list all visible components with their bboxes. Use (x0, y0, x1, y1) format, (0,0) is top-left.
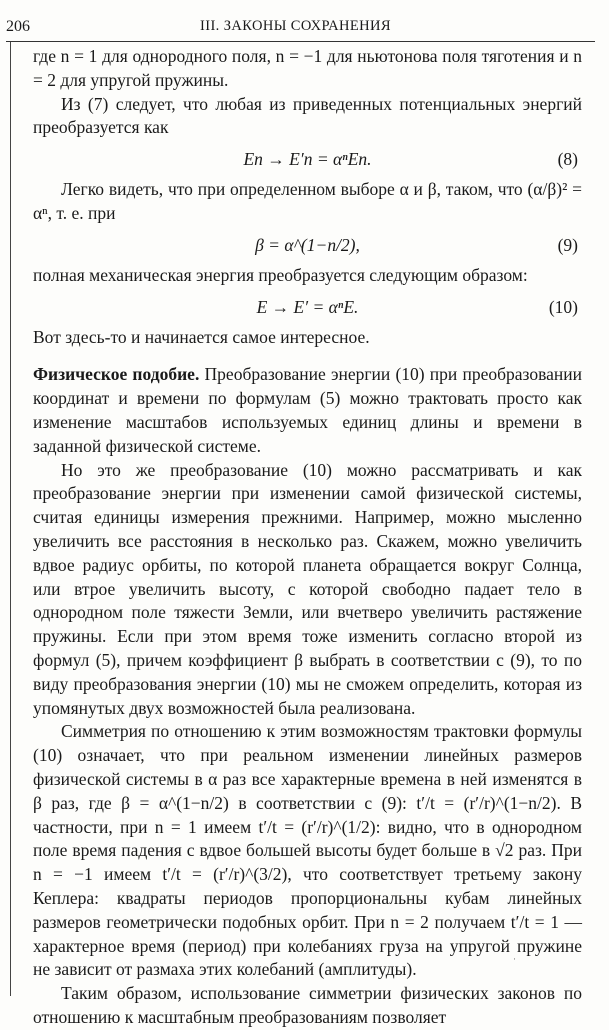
paragraph-8: Симметрия по отношению к этим возможностям трактовки формулы (10) означает, что при реальном изменении линейных размеров физической системы в α раз все характерные времена в ней изменятся в β раз, где β = α^(1−n/2) в соответствии с (9): t′/t = (r′/r)^(1−n/2). В частности, при n = 1 имеем t′/t = (r′/r)^(1/2): видно, что в однородном поле время падения с вдвое большей высоты будет больше в √2 раз. При n = −1 имеем t′/t = (r′/r)^(3/2), что соответствует третьему закону Кеплера: квадраты периодов пропорциональны кубам линейных размеров геометрически подобных орбит. При n = 2 получаем t′/t = 1 — характерное время (период) при колебаниях груза на упругой пружине не зависит от размаха этих колебаний (амплитуды). (33, 721, 582, 980)
paragraph-9: Таким образом, использование симметрии физических законов по отношению к масштабным преобразованиям позволяет (33, 983, 582, 1027)
equation-9-number: (9) (557, 234, 578, 255)
equation-10 (33, 288, 582, 326)
section-gap (33, 349, 582, 363)
equation-9-expression: β = α^(1−n/2), (255, 234, 360, 255)
section-title: Физическое подобие. (33, 364, 200, 385)
stray-mark: · (513, 954, 516, 964)
equation-8-number: (8) (557, 149, 578, 170)
paragraph-3: Легко видеть, что при определенном выборе α и β, таком, что (α/β)² = αⁿ, т. е. при (33, 179, 582, 223)
running-title: III. ЗАКОНЫ СОХРАНЕНИЯ (200, 18, 391, 34)
paragraph-4: полная механическая энергия преобразуется следующим образом: (33, 264, 528, 285)
equation-8 (33, 140, 582, 178)
equation-10-expression: E → E′ = αⁿE. (256, 296, 359, 317)
page-number: 206 (6, 18, 30, 35)
header-rule (6, 41, 595, 42)
paragraph-2: Из (7) следует, что любая из приведенных потенциальных энергий преобразуется как (33, 93, 582, 138)
equation-8-expression: Eп → E′п = αⁿEп. (243, 149, 372, 170)
margin-line (10, 42, 11, 996)
page-header (0, 18, 609, 40)
paragraph-6 (33, 363, 582, 458)
equation-9 (33, 226, 582, 264)
paragraph-7: Но это же преобразование (10) можно рассматривать и как преобразование энергии при изменении самой физической системы, считая единицы измерения прежними. Например, можно мысленно увеличить все расстояния в несколько раз. Скажем, можно увеличить вдвое радиус орбиты, по которой планета обращается вокруг Солнца, или втрое увеличить высоту, с которой свободно падает тело в однородном поле тяжести Земли, или вчетверо увеличить растяжение пружины. Если при этом время тоже изменить согласно второй из формул (5), причем коэффициент β выбрать в соответствии с (9), то по виду преобразования энергии (10) мы не сможем определить, которая из упомянутых двух возможностей была реализована. (33, 459, 582, 718)
paragraph-1: где n = 1 для однородного поля, n = −1 для ньютонова поля тяготения и n = 2 для упругой пружины. (33, 46, 582, 90)
paragraph-6-text: Преобразование энергии (10) при преобразовании координат и времени по формулам (5) можно трактовать просто как изменение масштабов используемых единиц длины и времени в заданной физической системе. (33, 364, 583, 456)
page-body (33, 45, 582, 1030)
equation-10-number: (10) (548, 296, 578, 317)
paragraph-5: Вот здесь-то и начинается самое интересное. (33, 326, 370, 347)
